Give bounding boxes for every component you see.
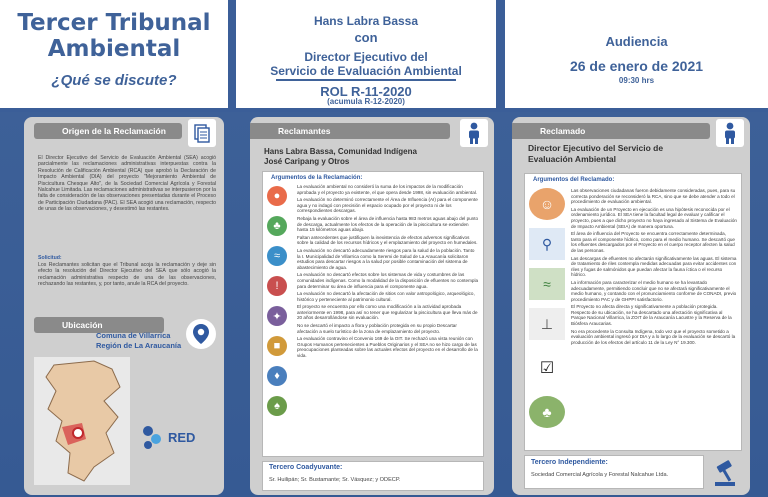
pipe-icon: ⊥ bbox=[529, 308, 565, 340]
tercero-independiente-box bbox=[524, 455, 704, 489]
case-rol: ROL R-11-2020 bbox=[320, 84, 412, 99]
leaf-icon: ♠ bbox=[267, 396, 287, 416]
red-logo-text: RED bbox=[168, 429, 196, 445]
origin-tab: Origen de la Reclamación bbox=[34, 123, 182, 139]
person-icon bbox=[460, 119, 488, 147]
argument-item: El área de influencia del Proyecto se encuentra correctamente determinada, tanto para el componente hídrico, como para el medio humano. Se descartó que los efluentes descargados por el Proyecto en el cuerpo receptor afecten la salud de las personas. bbox=[571, 231, 735, 253]
header bbox=[0, 0, 768, 112]
party1-name: Hans Labra Bassa bbox=[313, 14, 419, 28]
nature-icon: ♣ bbox=[267, 216, 287, 236]
community-icon: ● bbox=[267, 186, 287, 206]
tercero-independiente-label: Tercero Independiente: bbox=[531, 459, 608, 466]
ubicacion-tab: Ubicación bbox=[34, 317, 164, 333]
reclamado-arguments-title: Argumentos del Reclamado: bbox=[533, 177, 615, 183]
argument-item: La evaluación contravino el Convenio 169 de la OIT. Se rechazó una vista reunión con Grupos Humanos pertenecientes a Pueblos Originarios y el SEA no se hizo cargo de las preocupaciones planteadas sobre las actuales efectos del proyecto en el desarrollo de la vida. bbox=[297, 336, 478, 359]
nature-icon: ♣ bbox=[529, 396, 565, 428]
argument-item: La evaluación no determinó correctamente el Área de Influencia (AI) para el componente agua y no indagó con precisión el espacio ocupado por el proyecto ni de los correspondientes descargas. bbox=[297, 197, 478, 214]
argument-item: La evaluación no descartó la afectación de sitios con valor antropológico, arqueológico, histórico y perteneciente al patrimonio cultural. bbox=[297, 291, 475, 302]
reclamado-line1: Director Ejecutivo del Servicio de bbox=[528, 143, 664, 153]
river-icon: ≈ bbox=[267, 246, 287, 266]
people-icon: ♦ bbox=[267, 366, 287, 386]
tribunal-title-line1: Tercer Tribunal bbox=[17, 10, 211, 36]
argument-item: La evaluación no descartó efectos sobre los sistemas de vida y costumbres de las comunidades indígenas. Como la modalidad de la disposición de efluentes no contempla para determinar su área de influencia para el componente agua. bbox=[297, 272, 479, 289]
argument-item: No era procedente la Consulta Indígena, todo vez que el proyecto sometido a evaluación ambiental ingresó por DIA y a lo largo de la evaluación se descartó la producción de los efectos del artículo 11 de la Ley N° 19.300. bbox=[571, 328, 736, 345]
solicitud-label: Solicitud: bbox=[38, 255, 62, 261]
comuna-label: Comuna de Villarrica bbox=[96, 331, 171, 340]
reclamacion-arguments-list bbox=[297, 184, 479, 361]
tercero-coadyuvante-label: Tercero Coadyuvante: bbox=[269, 464, 343, 471]
reclamantes-tab: Reclamantes bbox=[250, 123, 450, 139]
gavel-icon bbox=[710, 457, 746, 491]
argument-item: El proyecto se encuentra por ello como una modificación a la actividad aprobada anteriormente en 1998, para así no tener que regularizar la piscicultura que lleva más de 20 años desarrollándose sin evaluación. bbox=[297, 304, 478, 321]
hearing-time: 09:30 hrs bbox=[618, 76, 655, 85]
tercero-independiente-names: Sociedad Comercial Agrícola y Forestal Nalcahue Ltda. bbox=[531, 472, 669, 478]
argument-item: El Proyecto no afecta directa y significativamente a población protegida. Respecto de su ubicación, se ha descartado una afectación significativa al Parque Nacional Villarrica, la ZOIT de la Araucanía Lacustre y la Reserva de la Biósfera Araucarias. bbox=[571, 304, 732, 327]
river-icon: ≈ bbox=[529, 268, 565, 300]
reclamado-line2: Evaluación Ambiental bbox=[528, 154, 617, 164]
hearing-label: Audiencia bbox=[605, 34, 668, 49]
header-hearing-block bbox=[505, 0, 768, 108]
argument-icons bbox=[267, 184, 295, 416]
reclamantes-names-line1: Hans Labra Bassa, Comunidad Indígena bbox=[264, 147, 417, 156]
party2-line1: Director Ejecutivo del bbox=[304, 50, 428, 64]
connector-text: con bbox=[354, 30, 378, 45]
reclamado-arguments-box bbox=[524, 173, 742, 451]
checklist-icon: ☑ bbox=[529, 348, 565, 388]
argument-item: Las descargas de efluentes no afectarán significativamente las aguas. El sistema de tratamiento de riles contempla medidas adecuadas para evitar accidentes con riles y fugas de salmónidos que puedan afectar la fauna íctica o el recurso hídrico. bbox=[571, 255, 737, 278]
header-title-block bbox=[0, 0, 228, 108]
question-heading: ¿Qué se discute? bbox=[51, 72, 177, 89]
map-icon bbox=[34, 357, 130, 485]
panel-origin bbox=[24, 117, 224, 495]
red-logo-icon bbox=[140, 417, 216, 457]
tercero-coadyuvante-names: Sr. Huilipán; Sr. Bustamante; Sr. Vásquez; y ODECP. bbox=[269, 477, 401, 483]
argument-item: Rebaja la evaluación sobre el área de influencia hasta 983 metros aguas abajo del punto de descarga, actualmente los efectos de la operación de la piscicultura se extienden hasta 15 kilómetros aguas abajo. bbox=[297, 215, 479, 233]
argument-item: La información para caracterizar el medio humano se ha levantado adecuadamente, permitiendo concluir que no se afectará significativamente el medio humano, y contando con el pronunciamiento conforme de CONADI, previo procedimiento PAC y de GHPPI satisfactorio. bbox=[571, 279, 737, 302]
argument-item: No se descartó el impacto a flora y población protegida en su propio Descartar afectación a suelo turístico de la zona de emplazamiento del proyecto. bbox=[297, 323, 457, 334]
case-acumula: (acumula R-12-2020) bbox=[327, 97, 405, 106]
hearing-date: 26 de enero de 2021 bbox=[569, 58, 704, 74]
reclamado-argument-icons bbox=[529, 188, 569, 428]
culture-icon: ✦ bbox=[267, 306, 287, 326]
tercero-coadyuvante-box bbox=[262, 461, 484, 491]
panel-reclamado bbox=[512, 117, 750, 495]
argument-item: La evaluación de un Proyecto en ejecución es una hipótesis reconocida por el ordenamiento jurídico. El SEA tiene la facultad legal de evaluar y calificar el proyecto, pues a que dicho proyecto no haya ingresado al Sistema de Evaluación de Impacto Ambiental (SEIA) de manera oportuna. bbox=[571, 206, 737, 229]
water-tap-icon: ⚲ bbox=[529, 228, 565, 260]
community-icon: ☺ bbox=[529, 188, 565, 220]
reclamado-arguments-list bbox=[571, 188, 737, 347]
documents-icon bbox=[188, 119, 216, 147]
panel-reclamantes bbox=[250, 117, 494, 495]
solicitud-body: Los Reclamantes solicitan que el Tribunal acoja la reclamación y deje sin efecto la resolución del Director Ejecutivo del SEA que sólo acogió la reclamación administrativa respecto de una de las observaciones, rechazando las restantes, y, por tanto, anule la RCA del proyecto. bbox=[38, 262, 216, 288]
argument-item: La evaluación ambiental no consideró la suma de los impactos de la modificación aprobada y el proyecto ya existente, el que opera desde 1998, sin evaluación ambiental. bbox=[297, 184, 478, 195]
location-pin-icon bbox=[186, 319, 216, 349]
building-icon: ■ bbox=[267, 336, 287, 356]
origin-body: El Director Ejecutivo del Servicio de Evaluación Ambiental (SEA) acogió parcialmente las reclamaciones administrativas interpuestas contra la Resolución de Calificación Ambiental (RCA) que aprobó la Declaración de Impacto Ambiental (DIA) del proyecto "Mejoramiento Ambiental de Piscicultura Chesque Alto", de la Sociedad Comercial Agrícola y Forestal Nalcahue Limitada. Las reclamaciones administrativas se interpusieron por la falta de consideración de las observaciones presentadas durante el Proceso de Participación Ciudadana (PAC). El SEA acogió una reclamación, respecto de unas de las observaciones, y desestimó las restantes. bbox=[38, 155, 216, 213]
person-icon bbox=[716, 119, 744, 147]
reclamacion-arguments-box bbox=[262, 171, 484, 457]
reclamado-tab: Reclamado bbox=[512, 123, 710, 139]
argument-item: Faltan antecedentes que justifiquen la inexistencia de efectos adversos significativos sobre la calidad de los recursos hídricos y el emplazamiento del proyecto en humedales. bbox=[297, 234, 478, 246]
region-label: Región de La Araucanía bbox=[96, 341, 182, 350]
reclamacion-arguments-title: Argumentos de la Reclamación: bbox=[271, 175, 363, 181]
header-parties-block bbox=[236, 0, 496, 108]
argument-item: Las observaciones ciudadanas fueron debidamente consideradas, pues, para su correcta ponderación se reconsideró la RCA, sino que se debe atender a todo el procedimiento de evaluación ambiental. bbox=[571, 188, 736, 205]
reclamantes-names-line2: José Caripang y Otros bbox=[264, 157, 350, 166]
warning-icon: ! bbox=[267, 276, 287, 296]
argument-item: La evaluación no descartó adecuadamente riesgos para la salud de la población. Tanto la I. Municipalidad de Villarrica como la Seremi de Salud de La Araucanía solicitaron estudios para descartar riesgos a la salud por posible contaminación del sistema de abastecimiento de agua. bbox=[297, 247, 475, 270]
divider bbox=[276, 79, 456, 81]
party2-line2: Servicio de Evaluación Ambiental bbox=[270, 64, 462, 78]
tribunal-title-line2: Ambiental bbox=[47, 36, 181, 62]
